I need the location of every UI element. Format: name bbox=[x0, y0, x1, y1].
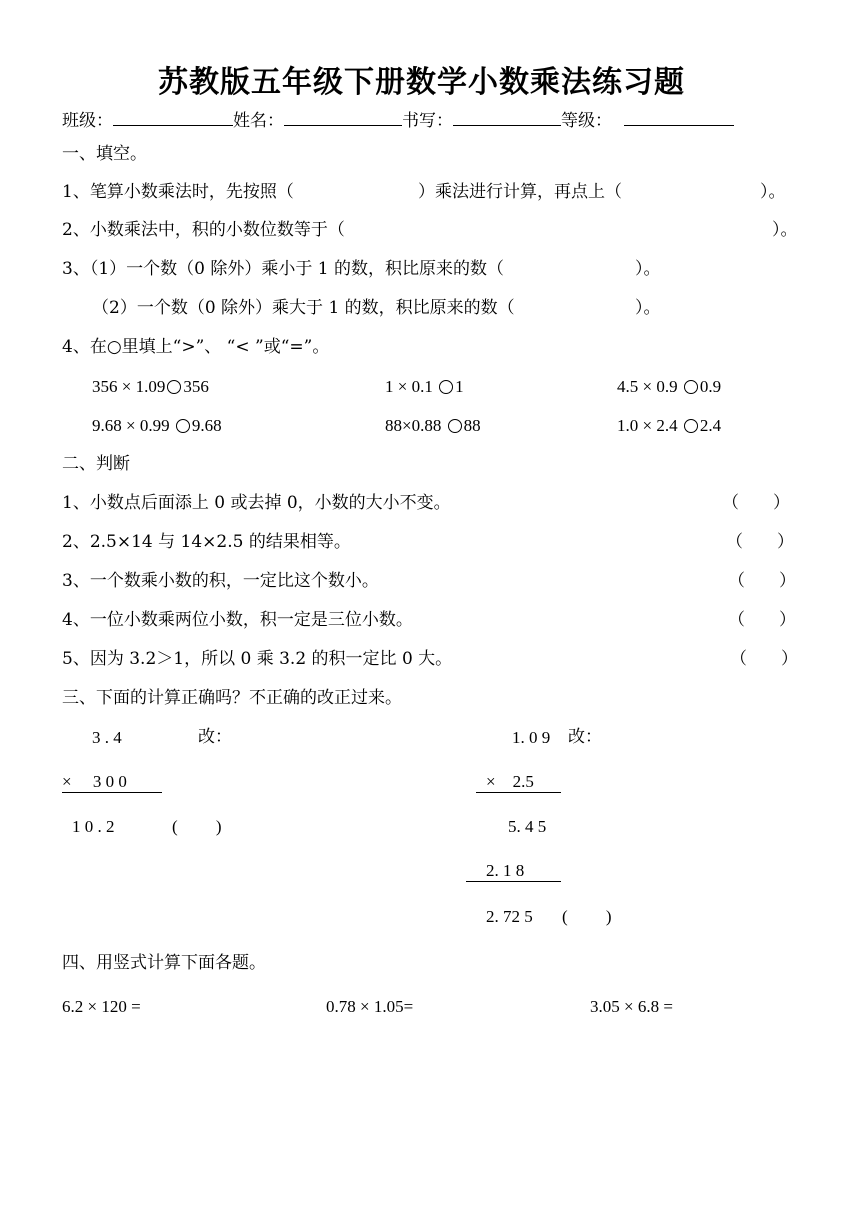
class-label: 班级： bbox=[62, 111, 113, 131]
compare-right: 88 bbox=[463, 416, 481, 435]
writing-label: 书写： bbox=[402, 111, 453, 131]
section3-heading: 三、下面的计算正确吗？不正确的改正过来。 bbox=[62, 688, 402, 708]
judge-paren[interactable]: （ ） bbox=[730, 649, 798, 669]
compare-circle[interactable] bbox=[439, 380, 453, 394]
name-blank[interactable] bbox=[284, 109, 402, 126]
calc-left-paren[interactable]: ( ) bbox=[172, 817, 222, 836]
question-1a: 1、笔算小数乘法时，先按照（ bbox=[62, 182, 294, 202]
calc-right-top: 1. 0 9 bbox=[512, 728, 551, 747]
grade-blank[interactable] bbox=[624, 109, 734, 126]
question-3-1b: ）。 bbox=[635, 259, 661, 279]
compare-item bbox=[617, 378, 721, 395]
question-2a: 2、小数乘法中，积的小数位数等于（ bbox=[62, 220, 345, 240]
question-3-1a: 3、（1）一个数（0 除外）乘小于 1 的数，积比原来的数（ bbox=[62, 259, 504, 279]
calc-left-result: 1 0 . 2 bbox=[72, 817, 115, 836]
calc-right-result: 2. 72 5 bbox=[486, 907, 533, 926]
vertical-calc-problem: 3.05 × 6.8 = bbox=[590, 997, 673, 1016]
judge-paren[interactable]: （ ） bbox=[728, 610, 796, 630]
judge-item: 5、因为 3.2＞1，所以 0 乘 3.2 的积一定比 0 大。 bbox=[62, 649, 453, 669]
question-3-2b: ）。 bbox=[635, 298, 661, 318]
judge-paren[interactable]: （ ） bbox=[726, 532, 794, 552]
judge-item: 2、2.5×14 与 14×2.5 的结果相等。 bbox=[62, 532, 351, 552]
section1-heading: 一、填空。 bbox=[62, 144, 147, 164]
calc-right-fix-label: 改： bbox=[568, 727, 602, 747]
compare-item bbox=[92, 378, 209, 395]
compare-circle[interactable] bbox=[167, 380, 181, 394]
compare-item bbox=[92, 417, 222, 434]
grade-label: 等级： bbox=[561, 111, 612, 131]
judge-item: 4、一位小数乘两位小数，积一定是三位小数。 bbox=[62, 610, 413, 630]
judge-paren[interactable]: （ ） bbox=[722, 493, 790, 513]
compare-right: 356 bbox=[183, 377, 209, 396]
question-2b: ）。 bbox=[772, 220, 798, 240]
calc-left-fix-label: 改： bbox=[198, 727, 232, 747]
section2-heading: 二、判断 bbox=[62, 454, 130, 474]
calc-left-multiplier: × 3 0 0 bbox=[62, 773, 162, 793]
compare-left: 88×0.88 bbox=[385, 416, 442, 435]
compare-item bbox=[617, 417, 721, 434]
compare-left: 1.0 × 2.4 bbox=[617, 416, 678, 435]
calc-right-paren[interactable]: ( ) bbox=[562, 907, 612, 926]
calc-right-partial1: 5. 4 5 bbox=[508, 817, 547, 836]
compare-right: 2.4 bbox=[699, 416, 722, 435]
compare-left: 1 × 0.1 bbox=[385, 377, 433, 396]
calc-left-top: 3 . 4 bbox=[92, 728, 122, 747]
question-3-2a: （2）一个数（0 除外）乘大于 1 的数，积比原来的数（ bbox=[92, 298, 515, 318]
judge-item: 3、一个数乘小数的积，一定比这个数小。 bbox=[62, 571, 379, 591]
question-4: 4、在○里填上“>”、 “< ”或“=”。 bbox=[62, 337, 330, 357]
compare-right: 1 bbox=[455, 377, 464, 396]
compare-circle[interactable] bbox=[448, 419, 462, 433]
vertical-calc-problem: 6.2 × 120 = bbox=[62, 997, 141, 1016]
page-title: 苏教版五年级下册数学小数乘法练习题 bbox=[158, 65, 685, 100]
compare-circle[interactable] bbox=[684, 380, 698, 394]
judge-item: 1、小数点后面添上 0 或去掉 0，小数的大小不变。 bbox=[62, 493, 451, 513]
compare-right: 0.9 bbox=[699, 377, 722, 396]
compare-circle[interactable] bbox=[176, 419, 190, 433]
section4-heading: 四、用竖式计算下面各题。 bbox=[62, 953, 266, 973]
vertical-calc-problem: 0.78 × 1.05= bbox=[326, 997, 414, 1016]
class-blank[interactable] bbox=[113, 109, 233, 126]
name-label: 姓名： bbox=[233, 111, 284, 131]
compare-item bbox=[385, 378, 464, 395]
question-1c: ）。 bbox=[760, 182, 786, 202]
compare-circle[interactable] bbox=[684, 419, 698, 433]
calc-right-partial2: 2. 1 8 bbox=[466, 862, 561, 882]
compare-right: 9.68 bbox=[191, 416, 222, 435]
writing-blank[interactable] bbox=[453, 109, 561, 126]
compare-left: 4.5 × 0.9 bbox=[617, 377, 678, 396]
header-fields bbox=[62, 109, 734, 130]
compare-item bbox=[385, 417, 481, 434]
judge-paren[interactable]: （ ） bbox=[728, 571, 796, 591]
compare-left: 9.68 × 0.99 bbox=[92, 416, 170, 435]
question-1b: ）乘法进行计算，再点上（ bbox=[418, 182, 622, 202]
compare-left: 356 × 1.09 bbox=[92, 377, 166, 396]
calc-right-multiplier: × 2.5 bbox=[476, 773, 561, 793]
